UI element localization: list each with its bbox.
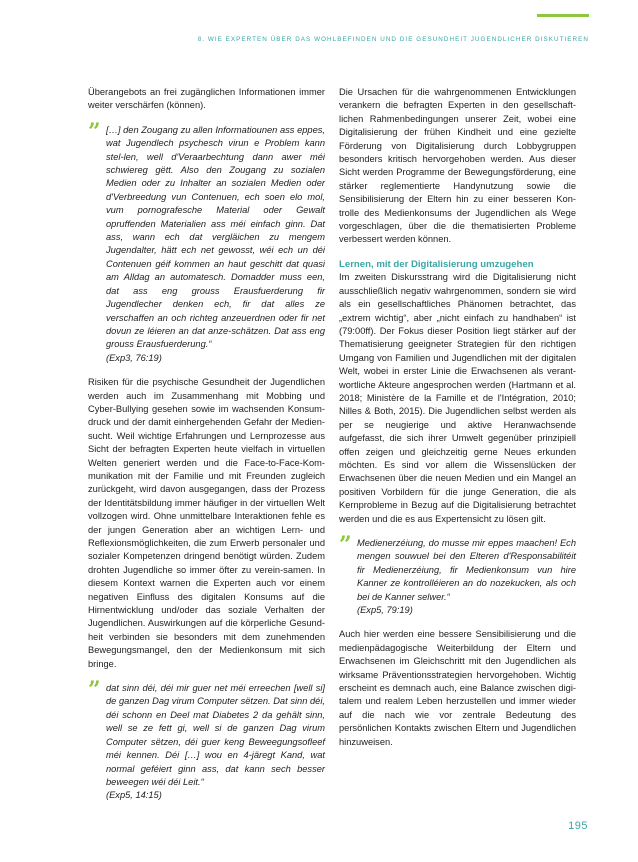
quote-source: (Exp3, 76:19) [106, 352, 162, 363]
quote-block-3 [339, 532, 576, 617]
quote-block-2 [88, 677, 325, 803]
quote-block-1 [88, 118, 325, 365]
running-header: 8. WIE EXPERTEN ÜBER DAS WOHLBEFINDEN UND DIE GESUNDHEIT JUGENDLICHER DISKUTIEREN [197, 36, 589, 43]
quote-text: […] den Zougang zu allen Informatiounen ass eppes, wat Jugendlech psychesch virun e Problem kann stel-len, well d'Veraarbechtung dann awer méi schwiereg gëtt. Also den Zougang zu sozialen Medien oder zu Inhalter an sozialen Medien oder d'Verbreedung vun Contenuen, ech soen elo mol, vum pornografesche Material oder Gewalt opruffenden Materialien ass méi einfach ginn. Dat ass, wann ech dat vergläichen zu mengem Jugendalter, hätt ech net gewosst, wéi ech un déi Contenuen géif kommen an haut geschitt dat quasi am Alldag an automatesch. Domadder muss een, dat ass eng grouss Erausfuerderung fir Jugendlecher denken ech, fir dat alles ze verschaffen an och richteg anzeuerdnen oder fir net dovun ze léieren an dat anze-schätzen. Dat ass eng grouss Erausfuerderung.“ [106, 124, 325, 350]
body-paragraph: Die Ursachen für die wahrgenommenen Entwicklungen verankern die befragten Experten in den gesellschaft-lichen Rahmenbedingungen unserer Zeit, wobei eine Digitalisierung der frühen Kindheit und eine gezielte Förderung von Digitalisierung durch Lobbygruppen besonders kritisch hervorgehoben werden. Aus dieser Sicht werden Programme der Bewegungsförderung, eine stärker reglementierte Handynutzung sowie die Sensibilisierung der Eltern hin zu einer besseren Kon-trolle des Medienkonsums der Jugendlichen als Wege vorgeschlagen, über die die thematisierten Probleme verbessert werden können. [339, 87, 576, 245]
body-paragraph: Risiken für die psychische Gesundheit der Jugendlichen werden auch im Zusammenhang mit Mobbing und Cyber-Bullying gesehen sowie im wachsenden Konsum-druck und der damit einhergehenden Gefahr der Medien-sucht. Weil wichtige Erfahrungen und Lernprozesse aus Sicht der befragten Experten heute vielfach in virtuellen Welten generiert werden und die Face-to-Face-Kom-munikation mit der Familie und mit Freunden zugleich zurückgeht, wird davon ausgegangen, dass der Prozess der Identitätsbildung immer häufiger in der virtuellen Welt vollzogen wird. Ohne unmittelbare Interaktionen fehle es der jungen Generation aber an wichtigen Lern- und Reflexionsmöglichkeiten, die zum Erwerb personaler und sozialer Kompetenzen dringend benötigt würden. Zudem drohten Jugendliche so immer öfter zu verein-samen. In diesem Kontext warnen die Experten auch vor einem negativen Einfluss des digitalen Konsums auf die Hirnentwicklung und/oder das soziale Verhalten der Jugendlichen. Auswirkungen auf die körperliche Gesund-heit verbinden sie besonders mit dem zunehmenden Bewegungsmangel, den der Medienkonsum mit sich bringe. [88, 377, 325, 669]
quote-mark-icon: ” [88, 118, 101, 145]
quote-text: dat sinn déi, déi mir guer net méi erreechen [well si] de ganzen Dag virum Computer sëtzen. Dat sinn déi, déi schonn en Deel mat Diabetes 2 da gehält sinn, well se ze fett gi, well si de ganzen Dag virum Computer sëtzen, déi guer keng Beweegungsofleef méi kennen. Déi […] wou en 4-järegt Kand, wat normal geféiert ginn ass, dat kann sech besser beweegen wéi déi Leit.“ [106, 683, 325, 787]
quote-mark-icon: ” [88, 677, 101, 704]
quote-mark-icon: ” [339, 532, 352, 558]
accent-bar [537, 14, 589, 17]
quote-source: (Exp5, 14:15) [106, 790, 162, 801]
right-column [339, 86, 576, 760]
quote-source: (Exp5, 79:19) [357, 605, 413, 616]
quote-text: Medienerzéiung, do musse mir eppes maachen! Ech mengen souwuel bei den Elteren d'Responsabilitéit fir Medienerzéiung, fir Medienkonsum vun hire Kanner ze kontrolléieren an do nozekucken, als och bei de Kanner selwer.“ [357, 538, 576, 602]
body-paragraph: Auch hier werden eine bessere Sensibilisierung und die medienpädagogische Weiterbildung der Eltern und Erwachsenen im Gleichschritt mit den Jugendlichen als wirksame Präventionsstrategien hervorgehoben. Wichtig erscheint es demnach auch, eine Balance zwischen digi-talem und realem Leben herzustellen und immer wieder auf die nach wie vor zentrale Bedeutung des persönlichen Kontakts zwischen Eltern und Jugendlichen hinzuweisen. [339, 629, 576, 747]
page-number: 195 [568, 820, 588, 832]
section-heading: Lernen, mit der Digitalisierung umzugehen [339, 258, 534, 270]
intro-paragraph: Überangebots an frei zugänglichen Informationen immer weiter verschärfen (können). [88, 87, 325, 111]
body-paragraph: Im zweiten Diskursstrang wird die Digitalisierung nicht ausschließlich negativ wahrgenommen, sondern sie wird als ein gesellschaftliches Phänomen betrachtet, das „extrem wichtig“, aber „nicht einfach zu handhaben“ ist (79:00ff). Der Fokus dieser Position liegt stärker auf der Thematisierung geeigneter Strategien für den richtigen Umgang von Familien und Jugendlichen mit der digitalen Welt, wobei in erster Linie die Erwachsenen als verant-wortliche Akteure angesprochen werden (Hartmann et al. 2018; Ministère de la Famille et de l'Intégration, 2010; Nilles & Both, 2015). Die Jugendlichen selbst werden als per se neugierige und aktive Heranwachsende aufgefasst, die sich ihrer Umwelt gegenüber prinzipiell offen zeigen und gleichzeitig gerne Neues erkunden möchten. Es sind vor allem die Wissenslücken der Erwachsenen über die neuen Medien und ein Mangel an positiven Vorbildern für die junge Generation, die als Kernprobleme in Bezug auf die Digitalisierung betrachtet werden und die es aus Expertensicht zu lösen gilt. [339, 272, 576, 524]
left-column [88, 86, 325, 814]
